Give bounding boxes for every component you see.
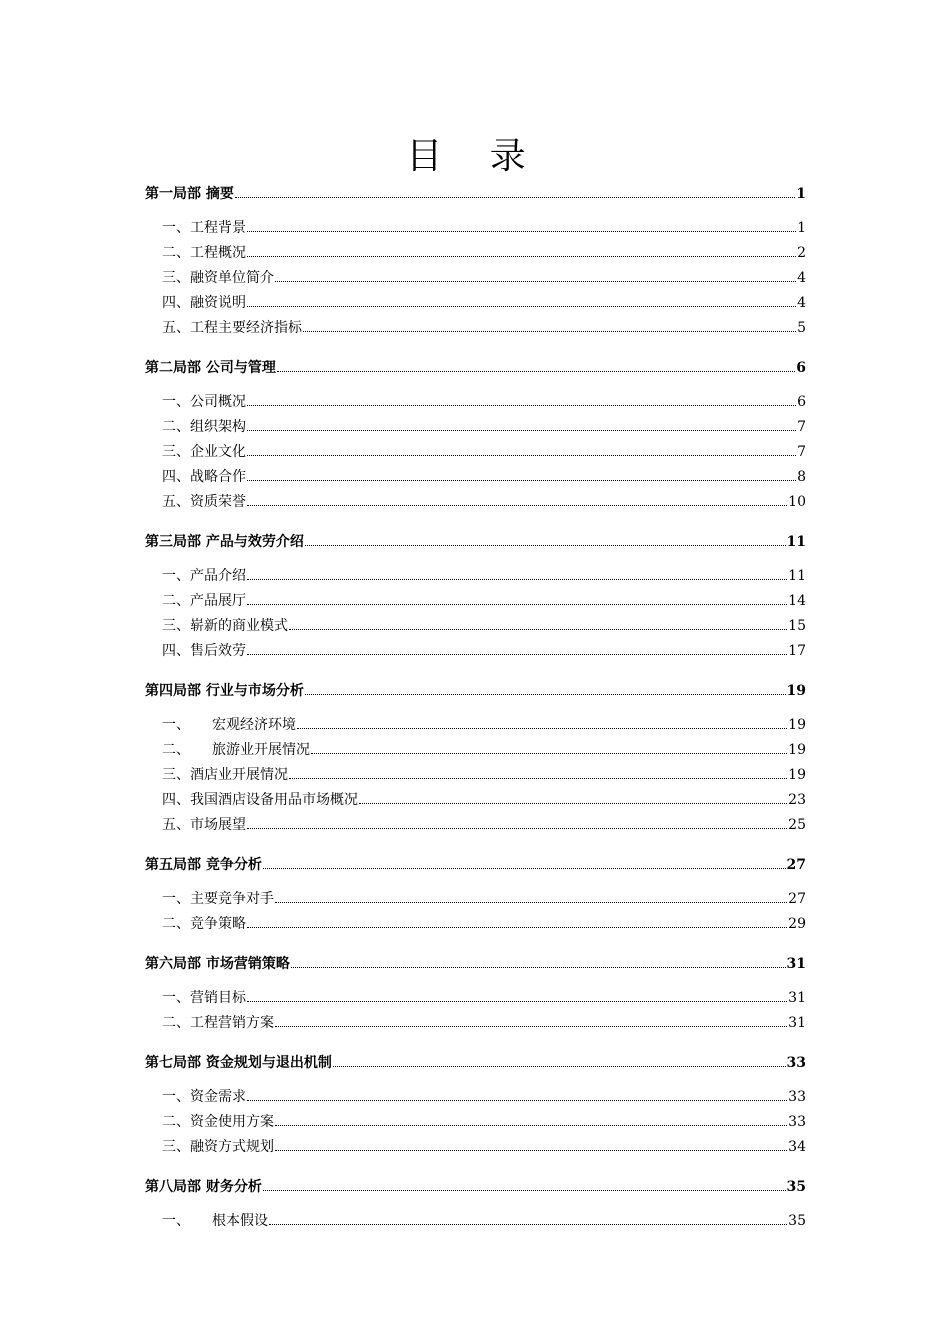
dot-leader [305,545,786,546]
toc-page-number: 33 [788,1114,806,1130]
toc-page-number: 11 [786,534,806,550]
toc-page-number: 7 [797,444,806,460]
toc-part-label: 第七局部 资金规划与退出机制 [145,1055,332,1071]
dot-leader [247,256,796,257]
toc-entry[interactable] [145,393,806,412]
toc-page-number: 6 [796,360,806,376]
toc-page-number: 19 [788,742,806,758]
toc-page-number: 1 [797,220,806,236]
dot-leader [297,728,787,729]
dot-leader [247,604,787,605]
toc-entry[interactable] [145,617,806,636]
toc-page-number: 33 [786,1055,806,1071]
toc-part-5[interactable] [145,856,806,875]
toc-page-number: 7 [797,419,806,435]
toc-page-number: 17 [788,643,806,659]
toc-item-label: 二、资金使用方案 [162,1114,274,1130]
toc-page-number: 4 [797,270,806,286]
toc-part-6[interactable] [145,955,806,974]
toc-page-number: 35 [788,1213,806,1229]
toc-page-number: 27 [788,891,806,907]
toc-part-1[interactable] [145,185,806,204]
dot-leader [247,1100,787,1101]
dot-leader [247,231,796,232]
toc-page-number: 15 [788,618,806,634]
toc-entry[interactable] [145,766,806,785]
toc-item-label: 一、资金需求 [162,1089,246,1105]
toc-entry[interactable] [145,219,806,238]
toc-entry[interactable] [145,592,806,611]
toc-entry[interactable] [145,319,806,338]
dot-leader [247,654,787,655]
toc-item-label: 三、酒店业开展情况 [162,767,288,783]
toc-page-number: 19 [788,767,806,783]
toc-item-label: 二、竞争策略 [162,916,246,932]
toc-item-label: 四、融资说明 [162,295,246,311]
toc-part-4[interactable] [145,682,806,701]
toc-page-number: 4 [797,295,806,311]
toc-item-label: 五、工程主要经济指标 [162,320,302,336]
toc-page-number: 14 [788,593,806,609]
toc-entry[interactable] [145,493,806,512]
toc-part-label: 第六局部 市场营销策略 [145,956,290,972]
toc-part-label: 第四局部 行业与市场分析 [145,683,304,699]
toc-item-number: 一、 [162,1213,190,1229]
toc-entry[interactable] [145,418,806,437]
toc-entry[interactable] [145,468,806,487]
toc-entry[interactable] [145,642,806,661]
toc-item-label: 二、产品展厅 [162,593,246,609]
toc-entry[interactable] [145,716,806,735]
toc-entry[interactable] [145,1212,806,1231]
toc-page-number: 10 [788,494,806,510]
toc-part-label: 第三局部 产品与效劳介绍 [145,534,304,550]
toc-page-number: 34 [788,1139,806,1155]
toc-entry[interactable] [145,269,806,288]
toc-entry[interactable] [145,890,806,909]
toc-item-label: 宏观经济环境 [212,717,296,733]
toc-item-label: 四、售后效劳 [162,643,246,659]
toc-page-number: 33 [788,1089,806,1105]
toc-entry[interactable] [145,244,806,263]
dot-leader [247,828,787,829]
toc-part-8[interactable] [145,1178,806,1197]
toc-page-number: 8 [797,469,806,485]
dot-leader [263,1190,786,1191]
toc-page-number: 2 [797,245,806,261]
dot-leader [247,430,796,431]
toc-item-label: 二、工程营销方案 [162,1015,274,1031]
dot-leader [277,371,795,372]
dot-leader [247,505,787,506]
toc-part-3[interactable] [145,533,806,552]
toc-page-number: 19 [786,683,806,699]
dot-leader [289,629,787,630]
toc-item-label: 四、我国酒店设备用品市场概况 [162,792,358,808]
toc-part-label: 第一局部 摘要 [145,186,234,202]
toc-part-label: 第二局部 公司与管理 [145,360,276,376]
dot-leader [333,1066,786,1067]
toc-page-number: 31 [788,1015,806,1031]
toc-item-label: 三、崭新的商业模式 [162,618,288,634]
dot-leader [289,778,787,779]
toc-page-number: 25 [788,817,806,833]
toc-entry[interactable] [145,1014,806,1033]
dot-leader [275,1125,787,1126]
toc-page-number: 29 [788,916,806,932]
dot-leader [305,694,786,695]
toc-part-2[interactable] [145,359,806,378]
toc-item-label: 五、资质荣誉 [162,494,246,510]
toc-item-label: 五、市场展望 [162,817,246,833]
toc-item-label: 三、融资单位简介 [162,270,274,286]
toc-item-label: 二、组织架构 [162,419,246,435]
toc-item-number: 一、 [162,717,190,733]
dot-leader [359,803,787,804]
toc-page-number: 31 [788,990,806,1006]
toc-item-label: 四、战略合作 [162,469,246,485]
toc-entry[interactable] [145,443,806,462]
dot-leader [275,281,796,282]
toc-part-label: 第八局部 财务分析 [145,1179,262,1195]
toc-item-label: 根本假设 [212,1213,268,1229]
dot-leader [303,331,796,332]
dot-leader [275,902,787,903]
page-title: 目 录 [406,136,544,177]
toc-page-number: 1 [796,186,806,202]
toc-entry[interactable] [145,1138,806,1157]
dot-leader [269,1224,787,1225]
toc-entry[interactable] [145,294,806,313]
toc-item-label: 一、产品介绍 [162,568,246,584]
dot-leader [275,1150,787,1151]
toc-entry[interactable] [145,791,806,810]
toc-entry[interactable] [145,816,806,835]
toc-entry[interactable] [145,567,806,586]
toc-item-label: 一、主要竞争对手 [162,891,274,907]
toc-page-number: 31 [786,956,806,972]
toc-entry[interactable] [145,1088,806,1107]
toc-item-label: 一、营销目标 [162,990,246,1006]
toc-page-number: 6 [797,394,806,410]
toc-page-number: 19 [788,717,806,733]
toc-part-label: 第五局部 竞争分析 [145,857,262,873]
dot-leader [311,753,787,754]
toc-entry[interactable] [145,989,806,1008]
dot-leader [247,1001,787,1002]
toc-page-number: 11 [788,568,806,584]
toc-page-number: 23 [788,792,806,808]
dot-leader [275,1026,787,1027]
dot-leader [263,868,786,869]
dot-leader [247,480,796,481]
toc-item-label: 三、融资方式规划 [162,1139,274,1155]
toc-page-number: 5 [797,320,806,336]
dot-leader [247,405,796,406]
dot-leader [247,455,796,456]
toc-part-7[interactable] [145,1054,806,1073]
toc-item-label: 三、企业文化 [162,444,246,460]
dot-leader [247,927,787,928]
toc-entry[interactable] [145,915,806,934]
dot-leader [291,967,786,968]
toc-entry[interactable] [145,741,806,760]
toc-item-label: 一、工程背景 [162,220,246,236]
toc-page-number: 35 [786,1179,806,1195]
toc-item-label: 二、工程概况 [162,245,246,261]
toc-page-number: 27 [786,857,806,873]
toc-item-label: 一、公司概况 [162,394,246,410]
toc-item-label: 旅游业开展情况 [212,742,310,758]
toc-item-number: 二、 [162,742,190,758]
dot-leader [247,579,787,580]
toc-entry[interactable] [145,1113,806,1132]
dot-leader [235,197,795,198]
dot-leader [247,306,796,307]
